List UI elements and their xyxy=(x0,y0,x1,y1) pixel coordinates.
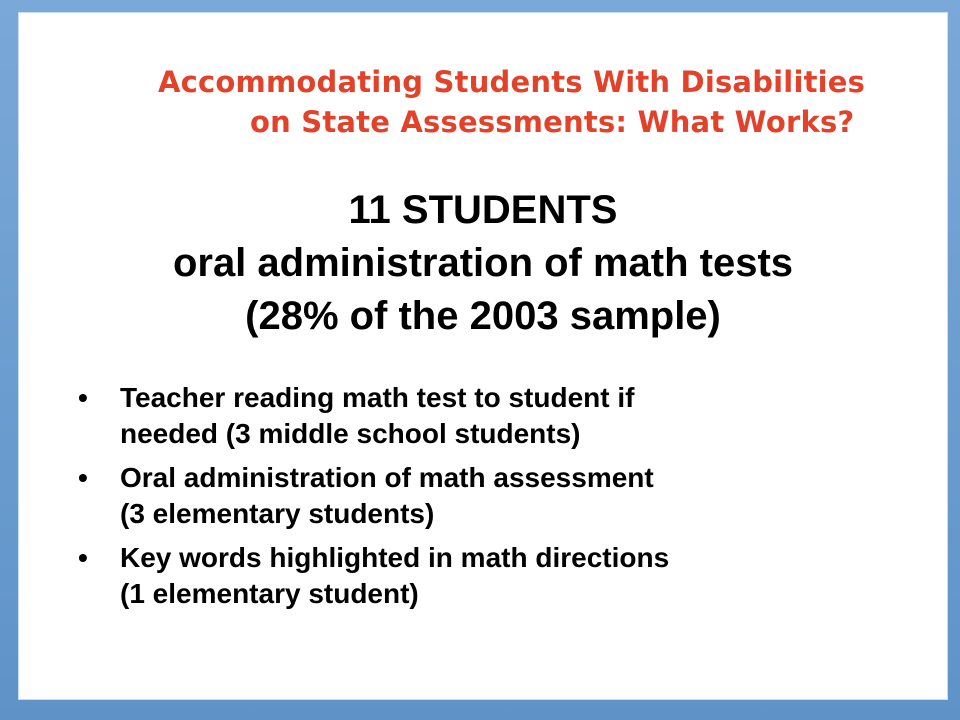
bullet-item xyxy=(78,540,918,612)
slide-title xyxy=(18,184,948,343)
bullet-text-line-1: Teacher reading math test to student if xyxy=(120,382,635,413)
bullet-item xyxy=(78,460,918,532)
bullet-dot-icon: • xyxy=(78,542,88,573)
logo-line-1: Accommodating Students With Disabilities xyxy=(158,65,866,99)
logo-line-2: on State Assessments: What Works? xyxy=(250,105,855,139)
bullet-dot-icon: • xyxy=(78,462,88,493)
bullet-text-line-1: Oral administration of math assessment xyxy=(120,462,654,493)
bullet-text-line-2: needed (3 middle school students) xyxy=(120,418,581,449)
title-line-1: 11 STUDENTS xyxy=(348,188,618,232)
header-logo xyxy=(18,62,948,152)
bullet-text-line-2: (1 elementary student) xyxy=(120,578,419,609)
title-line-3: (28% of the 2003 sample) xyxy=(245,294,721,338)
bullet-list xyxy=(78,380,918,620)
slide xyxy=(18,12,948,700)
bullet-text-line-2: (3 elementary students) xyxy=(120,498,435,529)
bullet-text-line-1: Key words highlighted in math directions xyxy=(120,542,670,573)
bullet-item xyxy=(78,380,918,452)
title-line-2: oral administration of math tests xyxy=(172,241,794,285)
bullet-dot-icon: • xyxy=(78,382,88,413)
